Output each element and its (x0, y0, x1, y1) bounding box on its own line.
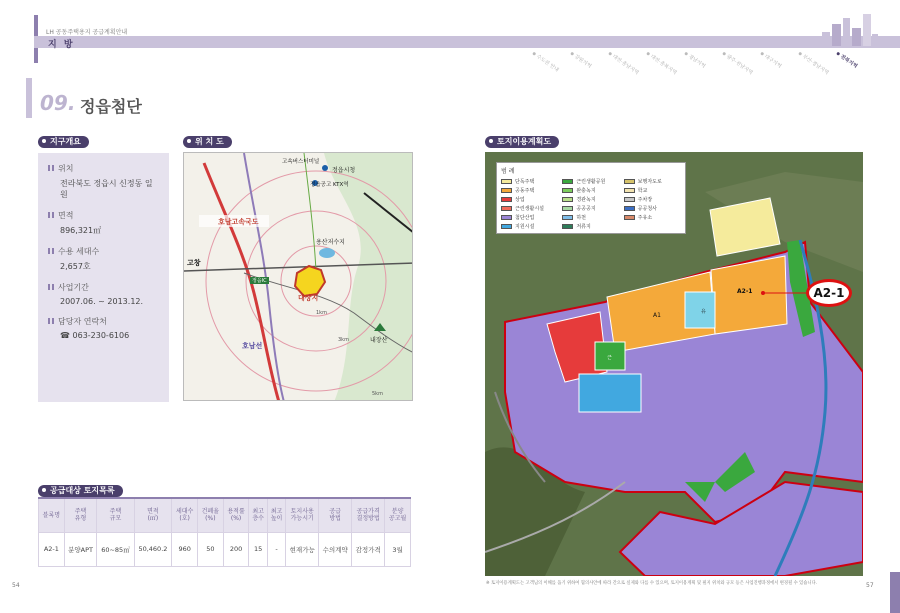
legend-swatch (501, 206, 512, 211)
legend-label: 단독주택 (515, 179, 535, 185)
highway-label: 호남고속국도 (218, 218, 259, 226)
distance-label-5km: 5km (372, 391, 383, 397)
square-bullet-icon (48, 212, 54, 218)
table-cell: 200 (223, 532, 249, 566)
nav-tab-4[interactable]: 경남지역 (683, 50, 707, 70)
legend-label: 보행자도로 (637, 179, 662, 185)
block-a1-label: A1 (653, 312, 661, 319)
railway-label: 호남선 (242, 342, 263, 350)
legend-item (562, 223, 619, 230)
region-nav (535, 50, 865, 77)
table-cell: 50,460.2 (134, 532, 172, 566)
series-label: LH 공동주택용지 공급계획안내 (46, 29, 128, 36)
table-cell: 50 (198, 532, 224, 566)
table-column-header: 건폐율 (%) (198, 498, 224, 532)
legend-label: 경관녹지 (576, 197, 596, 203)
nav-tab-8-active[interactable]: 전북지역 (835, 50, 859, 70)
legend-label: 근린생활시설 (515, 206, 544, 212)
legend-item (624, 205, 681, 212)
bullet-icon (187, 139, 191, 143)
overview-item: 위치 전라북도 정읍시 신정동 일원 (48, 163, 159, 200)
corner-accent-bar (890, 572, 900, 613)
table-column-header: 공급가격 결정방법 (352, 498, 385, 532)
legend-label: 공동주택 (515, 188, 535, 194)
city-hall-label: 정읍시청 (332, 167, 356, 174)
legend-item (624, 214, 681, 221)
overview-item: 사업기간 2007.06. ~ 2013.12. (48, 282, 159, 306)
overview-item: 담당자 연락처 ☎ 063-230-6106 (48, 316, 159, 340)
land-use-heading: 토지이용계획도 (485, 136, 559, 148)
legend-item (624, 178, 681, 185)
legend-swatch (562, 215, 573, 220)
location-map-graphic (184, 153, 413, 401)
legend-swatch (501, 197, 512, 202)
square-bullet-icon (48, 248, 54, 254)
table-body (39, 532, 411, 566)
legend-item (562, 196, 619, 203)
table-row (39, 532, 411, 566)
legend-swatch (562, 197, 573, 202)
legend-label: 공공청사 (637, 206, 657, 212)
naejangsan-label: 내장산 (370, 337, 388, 344)
legend-swatch (624, 179, 635, 184)
legend-item (562, 187, 619, 194)
bullet-icon (42, 488, 46, 492)
legend-title: 범 례 (501, 168, 515, 175)
table-cell: 3월 (385, 532, 411, 566)
legend-label: 지원시설 (515, 224, 535, 230)
table-column-header: 공급 방법 (319, 498, 352, 532)
legend-item (562, 214, 619, 221)
location-map-heading: 위 치 도 (183, 136, 232, 148)
page-number-left: 54 (12, 582, 20, 589)
table-column-header: 면적 (㎡) (134, 498, 172, 532)
nav-tab-0[interactable]: 수도권 안내 (531, 50, 560, 73)
legend-label: 근린생활공원 (576, 179, 606, 185)
table-cell: 수의계약 (319, 532, 352, 566)
page-title: 정읍첨단 (80, 97, 142, 116)
legend-swatch (501, 224, 512, 229)
table-column-header: 최고 층수 (249, 498, 267, 532)
table-column-header: 주택 유형 (64, 498, 97, 532)
bullet-icon (489, 139, 493, 143)
legend-swatch (562, 206, 573, 211)
header-band (34, 36, 900, 48)
city-skyline-icon (820, 12, 880, 46)
legend-item (501, 196, 558, 203)
ic-label: 정읍IC (252, 278, 267, 284)
legend-swatch (624, 215, 635, 220)
nav-tab-3[interactable]: 대전·충북지역 (645, 50, 678, 76)
block-a2-1-label: A2-1 (737, 288, 753, 295)
supply-table-wrap (38, 497, 411, 567)
legend-swatch (624, 188, 635, 193)
legend-swatch (562, 224, 573, 229)
legend-item (501, 187, 558, 194)
table-column-header: 최고 높이 (267, 498, 285, 532)
table-column-header: 토지사용 가능시기 (286, 498, 319, 532)
location-map (183, 152, 413, 401)
overview-panel (38, 153, 169, 402)
station-label: 정읍공고 KTX역 (310, 182, 349, 188)
legend-item (624, 187, 681, 194)
table-column-header: 블록명 (39, 498, 65, 532)
school-block-label: 유 (701, 309, 706, 315)
legend-item (501, 214, 558, 221)
site-label: 대상지 (298, 294, 319, 302)
legend-item (501, 205, 558, 212)
square-bullet-icon (48, 165, 54, 171)
map-footnote: ※ 토지이용계획도는 고객님의 이해를 돕기 위하여 협의사안에 따라 간으로 실제와 다를 수 있으며, 토지이용계획 및 필지 위치와 규모 등은 사업진행과정에서 변경될 수 있습니다. (486, 581, 818, 586)
region-label: 지 방 (48, 40, 75, 50)
page-number-right: 57 (866, 582, 874, 589)
overview-item: 수용 세대수 2,657호 (48, 246, 159, 272)
title-number: 09. (40, 91, 76, 115)
legend-label: 상업 (515, 197, 525, 203)
bullet-icon (42, 139, 46, 143)
nav-tab-2[interactable]: 대전·충남지역 (607, 50, 640, 76)
legend-item (562, 178, 619, 185)
legend-label: 주차장 (637, 197, 653, 203)
table-cell: 960 (172, 532, 198, 566)
table-column-header: 용적률 (%) (223, 498, 249, 532)
legend-label: 하천 (576, 215, 586, 221)
table-cell: - (267, 532, 285, 566)
square-bullet-icon (48, 318, 54, 324)
legend-swatch (562, 188, 573, 193)
supply-table (38, 497, 411, 567)
supply-heading: 공급대상 토지목록 (38, 485, 123, 497)
title-accent-bar (26, 78, 32, 118)
table-cell: A2-1 (39, 532, 65, 566)
table-column-header: 주택 규모 (97, 498, 134, 532)
overview-item: 면적 896,321㎡ (48, 210, 159, 236)
table-cell: 현재가능 (286, 532, 319, 566)
park-block-label: 근 (607, 355, 612, 361)
legend-item (562, 205, 619, 212)
legend-item (624, 196, 681, 203)
distance-label-1km: 1km (316, 310, 327, 316)
gochang-label: 고창 (187, 259, 201, 267)
table-cell: 분양APT (64, 532, 97, 566)
table-column-header: 분양 공고월 (385, 498, 411, 532)
table-cell: 60~85㎡ (97, 532, 134, 566)
legend-grid (501, 178, 681, 230)
distance-label-3km: 3km (338, 337, 349, 343)
nav-tab-7[interactable]: 부산·경남지역 (797, 50, 830, 76)
legend-label: 공공공지 (576, 206, 596, 212)
a2-1-callout: A2-1 (806, 279, 852, 307)
legend-swatch (562, 179, 573, 184)
overview-heading: 지구개요 (38, 136, 89, 148)
legend-item (501, 178, 558, 185)
legend-swatch (501, 215, 512, 220)
legend-swatch (624, 206, 635, 211)
nav-tab-1[interactable]: 강원지역 (569, 50, 593, 70)
legend-swatch (501, 179, 512, 184)
terminal-label: 고속버스터미널 (282, 159, 320, 165)
map-legend (496, 162, 686, 234)
table-cell: 감정가격 (352, 532, 385, 566)
nav-tab-5[interactable]: 광주·전남지역 (721, 50, 754, 76)
reservoir-label: 용산저수지 (316, 239, 345, 246)
table-cell: 15 (249, 532, 267, 566)
legend-item (501, 223, 558, 230)
legend-swatch (624, 197, 635, 202)
legend-label: 완충녹지 (576, 188, 596, 194)
legend-swatch (501, 188, 512, 193)
nav-tab-6[interactable]: 대구지역 (759, 50, 783, 70)
table-header-row (39, 498, 411, 532)
legend-label: 주유소 (637, 215, 653, 221)
table-column-header: 세대수 (호) (172, 498, 198, 532)
square-bullet-icon (48, 284, 54, 290)
legend-label: 학교 (637, 188, 648, 194)
legend-label: 첨단산업 (515, 215, 535, 221)
callout-leader-line (760, 288, 810, 298)
legend-label: 저류지 (576, 224, 591, 230)
